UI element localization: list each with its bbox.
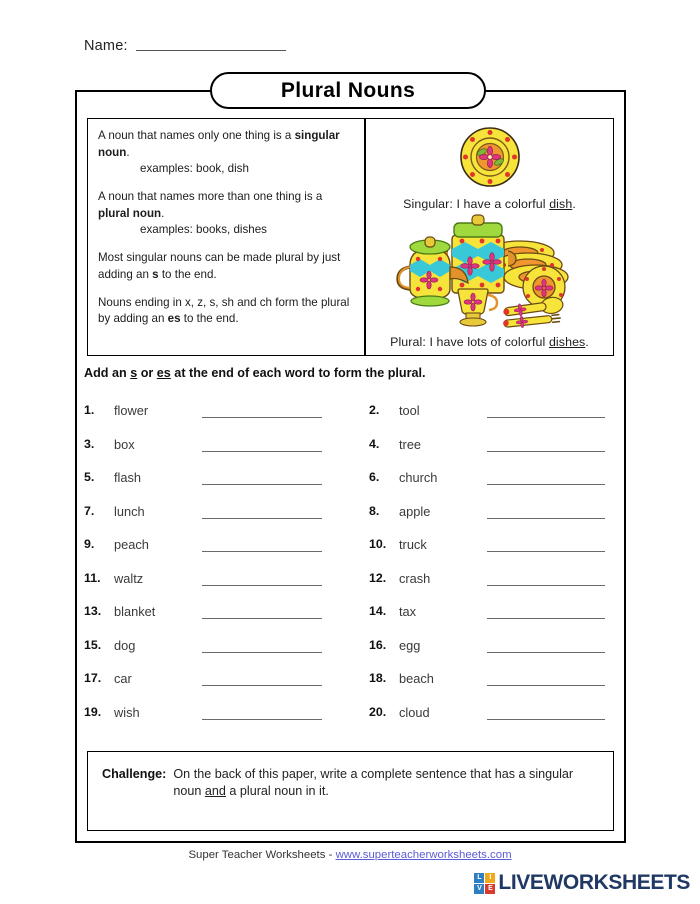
item-word: dog xyxy=(114,637,136,653)
footer-separator: - xyxy=(328,849,333,861)
item-word: beach xyxy=(399,671,434,686)
challenge-text xyxy=(173,766,597,830)
challenge-keyword-and: and xyxy=(204,784,226,799)
list-item xyxy=(369,436,618,470)
term-plural-noun: plural noun xyxy=(98,206,162,220)
liveworksheets-wordmark: LIVEWORKSHEETS xyxy=(498,871,690,894)
list-item xyxy=(369,469,618,503)
suffix-es: es xyxy=(167,312,181,326)
item-word: wish xyxy=(114,704,140,720)
term-singular-noun: singular noun xyxy=(98,129,340,159)
item-word: flower xyxy=(114,403,149,418)
definition-singular-text: A noun that names only one thing is a xyxy=(98,129,295,142)
item-number: 4. xyxy=(369,436,380,451)
name-label: Name: xyxy=(84,38,128,54)
list-item xyxy=(369,503,618,537)
challenge-label: Challenge: xyxy=(102,767,167,781)
examples-plural: examples: books, dishes xyxy=(140,223,267,237)
list-item xyxy=(369,704,618,738)
info-box xyxy=(87,118,614,356)
illustration-panel xyxy=(366,119,613,355)
plural-caption-suffix: . xyxy=(585,335,589,349)
item-word: crash xyxy=(399,570,431,586)
definition-plural-period: . xyxy=(161,206,165,220)
directions-text xyxy=(84,366,426,380)
table-row xyxy=(84,436,618,470)
footer-url-link[interactable]: www.superteacherworksheets.com xyxy=(335,849,512,861)
list-item xyxy=(84,603,369,637)
directions-post: at the end of each word to form the plural. xyxy=(170,366,426,380)
list-item xyxy=(84,503,369,537)
item-number: 18. xyxy=(369,671,387,685)
item-number: 17. xyxy=(84,671,102,685)
answer-blank[interactable] xyxy=(487,704,605,720)
many-dishes-icon xyxy=(392,213,588,329)
table-row xyxy=(84,704,618,738)
item-number: 5. xyxy=(84,470,95,484)
page-title: Plural Nouns xyxy=(280,78,416,102)
logo-tile-l: L xyxy=(474,873,484,883)
item-number: 14. xyxy=(369,604,387,618)
singular-keyword: dish xyxy=(549,197,573,211)
item-number: 10. xyxy=(369,537,387,551)
item-word: peach xyxy=(114,537,149,552)
list-item xyxy=(84,436,369,470)
plural-keyword: dishes xyxy=(548,335,586,349)
challenge-text-a: On the back of this paper, write a complete sentence that has a singular noun xyxy=(173,767,574,799)
plural-caption xyxy=(366,335,613,349)
footer-brand: Super Teacher Worksheets xyxy=(188,849,326,861)
item-number: 6. xyxy=(369,470,380,484)
list-item xyxy=(369,670,618,704)
item-number: 13. xyxy=(84,604,102,618)
answer-blank[interactable] xyxy=(487,402,605,418)
table-row xyxy=(84,469,618,503)
list-item xyxy=(84,670,369,704)
list-item xyxy=(84,637,369,671)
table-row xyxy=(84,570,618,604)
liveworksheets-logo-icon xyxy=(474,873,495,894)
item-number: 20. xyxy=(369,704,387,719)
item-word: box xyxy=(114,436,135,452)
item-word: tree xyxy=(399,436,422,452)
item-word: egg xyxy=(399,637,421,653)
answer-blank[interactable] xyxy=(487,603,605,619)
directions-mid: or xyxy=(137,366,157,380)
directions-suffix-s: s xyxy=(130,366,138,380)
suffix-s: s xyxy=(152,267,159,281)
item-number: 19. xyxy=(84,704,102,719)
rule-add-es-text: Nouns ending in x, z, s, sh and ch form the plural by adding an xyxy=(98,295,350,326)
item-number: 15. xyxy=(84,637,102,652)
list-item xyxy=(369,570,618,604)
answer-blank[interactable] xyxy=(202,469,322,485)
footer xyxy=(0,849,700,861)
table-row xyxy=(84,637,618,671)
table-row xyxy=(84,536,618,570)
item-word: waltz xyxy=(114,570,144,586)
answer-blank[interactable] xyxy=(202,503,322,519)
item-number: 16. xyxy=(369,637,387,652)
logo-tile-v: V xyxy=(474,884,484,894)
item-number: 9. xyxy=(84,537,95,551)
liveworksheets-logo[interactable] xyxy=(474,871,690,895)
singular-caption-suffix: . xyxy=(572,197,576,211)
challenge-text-b: a plural noun in it. xyxy=(225,784,329,799)
plate-illustration xyxy=(456,126,524,193)
directions-pre: Add an xyxy=(84,366,131,380)
item-word: tax xyxy=(399,604,417,619)
item-word: blanket xyxy=(114,604,156,619)
item-word: church xyxy=(399,470,438,485)
item-number: 11. xyxy=(84,570,101,585)
item-number: 3. xyxy=(84,436,95,451)
table-row xyxy=(84,503,618,537)
item-word: car xyxy=(114,671,132,686)
list-item xyxy=(369,603,618,637)
table-row xyxy=(84,670,618,704)
definition-plural-text: A noun that names more than one thing is a xyxy=(98,190,323,204)
rule-add-s xyxy=(98,250,354,283)
answer-blank[interactable] xyxy=(202,436,322,452)
plural-caption-prefix: Plural: I have lots of colorful xyxy=(390,335,549,349)
item-word: lunch xyxy=(114,503,145,519)
answer-blank[interactable] xyxy=(487,436,605,452)
answer-blank[interactable] xyxy=(202,670,322,686)
answer-blank[interactable] xyxy=(202,402,322,418)
definition-plural xyxy=(98,189,354,239)
item-number: 7. xyxy=(84,503,95,518)
list-item xyxy=(84,402,369,436)
answer-blank[interactable] xyxy=(202,637,322,653)
list-item xyxy=(369,402,618,436)
logo-tile-i: I xyxy=(485,873,495,883)
challenge-box xyxy=(87,751,614,831)
answer-blank[interactable] xyxy=(487,670,605,686)
answer-blank[interactable] xyxy=(202,536,322,552)
single-dish-icon xyxy=(456,126,524,188)
item-word: apple xyxy=(399,503,431,519)
list-item xyxy=(84,469,369,503)
item-number: 2. xyxy=(369,403,380,417)
name-field[interactable] xyxy=(84,38,286,54)
list-item xyxy=(369,637,618,671)
singular-caption xyxy=(366,197,613,211)
item-word: flash xyxy=(114,470,142,485)
list-item xyxy=(369,536,618,570)
answer-blank[interactable] xyxy=(202,603,322,619)
table-row xyxy=(84,603,618,637)
answer-blank[interactable] xyxy=(487,570,605,586)
answer-blank[interactable] xyxy=(487,503,605,519)
worksheet-title-pill xyxy=(210,72,486,109)
item-word: tool xyxy=(399,403,420,418)
list-item xyxy=(84,536,369,570)
definition-singular xyxy=(98,128,354,178)
item-number: 8. xyxy=(369,503,380,518)
table-row xyxy=(84,402,618,436)
word-list-grid xyxy=(84,402,618,737)
item-number: 1. xyxy=(84,403,95,417)
rule-add-es xyxy=(98,295,354,328)
item-number: 12. xyxy=(369,570,387,585)
rule-add-s-tail: to the end. xyxy=(158,267,217,281)
definitions-panel xyxy=(88,119,366,355)
answer-blank[interactable] xyxy=(487,536,605,552)
answer-blank[interactable] xyxy=(487,469,605,485)
list-item xyxy=(84,704,369,738)
answer-blank[interactable] xyxy=(202,570,322,586)
directions-suffix-es: es xyxy=(156,366,171,380)
logo-tile-e: E xyxy=(485,884,495,894)
answer-blank[interactable] xyxy=(202,704,322,720)
rule-add-es-tail: to the end. xyxy=(180,312,239,326)
list-item xyxy=(84,570,369,604)
name-input-line[interactable] xyxy=(136,50,286,51)
examples-singular: examples: book, dish xyxy=(140,162,249,176)
singular-caption-prefix: Singular: I have a colorful xyxy=(403,197,550,211)
answer-blank[interactable] xyxy=(487,637,605,653)
item-word: cloud xyxy=(399,704,430,720)
rule-add-s-text: Most singular nouns can be made plural by just adding an xyxy=(98,251,341,281)
item-word: truck xyxy=(399,537,427,552)
teaset-illustration xyxy=(392,213,588,334)
definition-singular-period: . xyxy=(126,145,130,159)
